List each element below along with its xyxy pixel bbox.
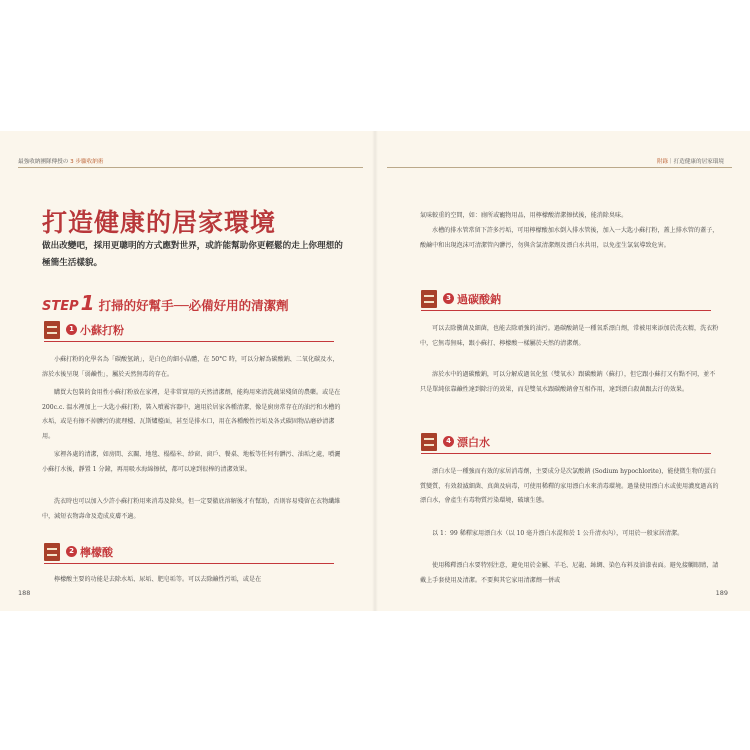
paragraph: 溶於水中的過碳酸鈉，可以分解成過氧化氫（雙氧水）跟碳酸鈉（蘇打），但它跟小蘇打又有點不同，並不只是單純依靠鹼性達到除汙的效果，而是雙氧水跟碳酸鈉會互相作用，達到漂白殺菌跟去汙的效果。 <box>420 371 716 393</box>
paragraph: 小蘇打粉的化學名為「碳酸氫鈉」，是白色的細小晶體，在 50°C 時，可以分解為碳酸鈉、二氧化碳及水，溶於水後呈現「弱鹼性」，屬於天然無毒的存在。 <box>42 356 339 378</box>
section-heading-citric-acid <box>44 541 334 564</box>
left-running-header <box>18 157 103 165</box>
section-number-badge: 3 <box>443 293 454 304</box>
right-header-accent: 附錄 <box>656 159 669 165</box>
paragraph: 以 1：99 稀釋家用漂白水（以 10 毫升漂白水混和於 1 公升清水內），可用於一般家居清潔。 <box>432 530 684 537</box>
section-heading-baking-soda <box>44 319 334 342</box>
left-header-accent: 3 步驟收納術 <box>70 159 104 165</box>
section-label: 小蘇打粉 <box>80 324 124 337</box>
section-label: 檸檬酸 <box>80 546 113 559</box>
list-icon <box>421 433 437 451</box>
right-header-rest: ｜打造健康的居家環境 <box>668 159 724 165</box>
page-number-left: 188 <box>18 589 31 597</box>
section-heading-sodium-percarbonate <box>421 288 711 311</box>
section-number-badge: 4 <box>443 436 454 447</box>
step-heading <box>42 291 342 315</box>
section-number-badge: 2 <box>66 546 77 557</box>
page-number-right: 189 <box>715 589 728 597</box>
paragraph: 漂白水是一種強而有效的家居消毒劑，主要成分是次氯酸鈉 (Sodium hypochlorite)，能使微生物的蛋白質變質，有效殺滅細菌、真菌及病毒，可使用稀釋的家用漂白水來消毒環境。過量使用漂白水或使用濃度過高的漂白水，會產生有毒物質污染環境，破壞生態。 <box>420 468 719 505</box>
step-title: 打掃的好幫手──必備好用的清潔劑 <box>98 298 289 313</box>
left-header-rule <box>18 167 363 168</box>
section-label: 過碳酸鈉 <box>457 293 501 306</box>
paragraph: 水槽的排水管常留下許多污垢，可用檸檬酸加水倒入排水管後，加入一大匙小蘇打粉，蓋上排水管的蓋子，酸鹼中和出現泡沫可清潔管內髒污，勿與含氯清潔劑及漂白水共用，以免產生氯氣導致危害。 <box>420 227 719 249</box>
right-page <box>375 131 750 611</box>
left-header-prefix: 最強收納團隊傳授の <box>18 159 69 165</box>
step-word: STEP <box>42 299 79 314</box>
paragraph: 洗衣時也可以加入少許小蘇打粉用來消毒及除臭，但一定要徹底溶解後才有幫助，否則容易殘留在衣物纖維中，減短衣物壽命及造成皮膚不適。 <box>42 498 341 520</box>
list-icon <box>44 321 60 339</box>
paragraph: 家裡各處的清潔，如房間、玄關、地毯、榻榻米、紗窗、窗戶、餐桌、地板等任何有髒污、油垢之處，噴灑小蘇打水後，靜置 1 分鐘，再用吸水海綿擦拭，都可以達到很棒的清潔效果。 <box>42 451 341 473</box>
paragraph: 檸檬酸主要的功能是去除水垢、尿垢、肥皂垢等。可以去除鹼性污垢，或是在 <box>54 576 262 583</box>
section-heading-bleach <box>421 431 711 454</box>
paragraph: 使用稀釋漂白水要特別注意，避免用於金屬、羊毛、尼龍、絲綢、染色布料及油漆表面。避免接觸眼睛，請戴上手套使用及清潔。不要與其它家用清潔劑一併或 <box>420 562 719 584</box>
left-page <box>0 131 375 611</box>
list-icon <box>421 290 437 308</box>
right-header-rule <box>387 167 732 168</box>
section-label: 漂白水 <box>457 436 490 449</box>
chapter-title: 打造健康的居家環境 <box>42 208 277 237</box>
paragraph: 購買大包裝的食用性小蘇打粉放在家裡，是非常實用的天然清潔劑，能夠用來清洗蔬果殘留的農藥。或是在 200c.c. 溫水裡加上一大匙小蘇打粉，裝入噴霧容器中，適用於居家各種清潔，像是廚房常存在的油污和水槽的水垢，或是有擦不掉髒污的流理檯、瓦斯爐檯面，甚至是排水口，用在各種酸性污垢及各式碳固物品磨砂清潔用。 <box>42 389 341 440</box>
paragraph: 氣味較重的空間，如：廁所或寵物用品，用檸檬酸清潔擦拭後，能消除臭味。 <box>420 212 628 219</box>
paragraph: 可以去除黴菌及細菌，也能去除頑強的油污。過碳酸鈉是一種氧系漂白劑，常被用來添加於洗衣精，洗衣粉中，它無毒無味，跟小蘇打、檸檬酸一樣屬於天然的清潔劑。 <box>420 325 719 347</box>
section-number-badge: 1 <box>66 324 77 335</box>
book-spread <box>0 131 750 611</box>
chapter-lede: 做出改變吧，採用更聰明的方式應對世界，或許能幫助你更輕鬆的走上你理想的極簡生活樣貌。 <box>42 241 343 268</box>
right-running-header <box>657 157 724 165</box>
step-number: 1 <box>80 291 95 315</box>
list-icon <box>44 543 60 561</box>
